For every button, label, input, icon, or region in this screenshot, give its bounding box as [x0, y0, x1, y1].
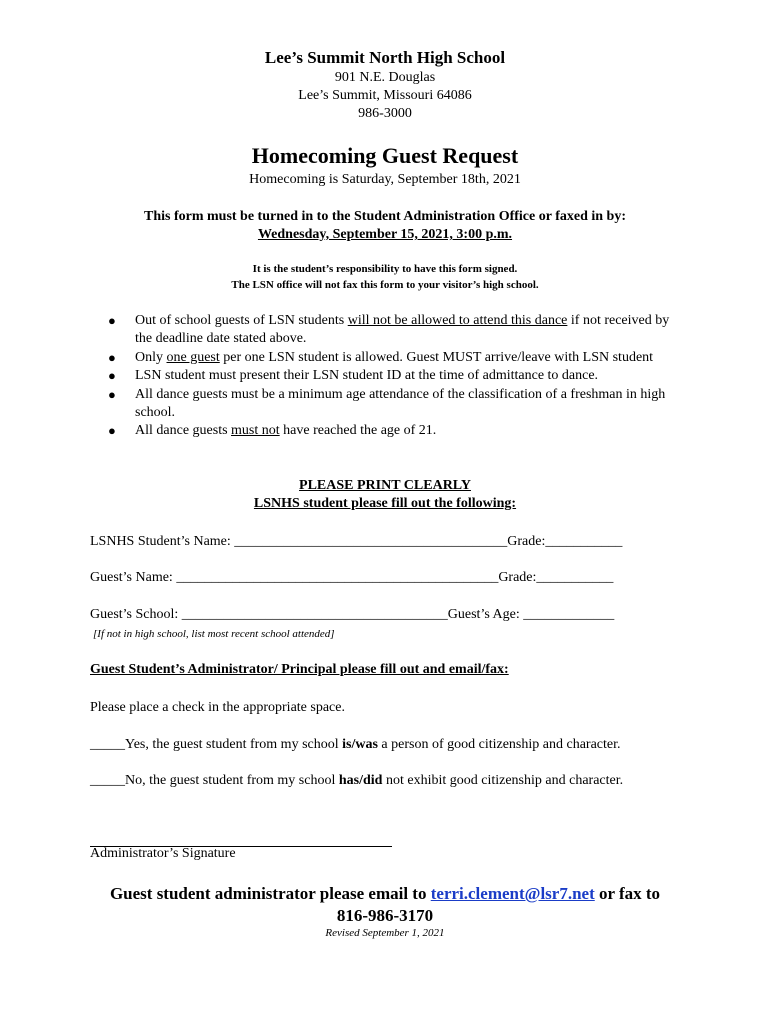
rules-list	[108, 312, 688, 441]
rule-item: ● Out of school guests of LSN students will not be allowed to attend this dance if not received by the deadline date stated above.	[108, 313, 670, 347]
bullet-icon: ●	[108, 423, 116, 439]
bullet-icon: ●	[108, 386, 116, 402]
no-checkline[interactable]: _____No, the guest student from my school has/did not exhibit good citizenship and character.	[90, 773, 624, 788]
rule-item: ● All dance guests must not have reached the age of 21.	[108, 422, 688, 440]
admin-heading: Guest Student’s Administrator/ Principal please fill out and email/fax:	[90, 662, 509, 677]
print-clearly-heading: PLEASE PRINT CLEARLY	[299, 478, 471, 493]
fax-note: The LSN office will not fax this form to your visitor’s high school.	[231, 279, 539, 291]
school-name: Lee’s Summit North High School	[264, 48, 506, 67]
school-city: Lee’s Summit, Missouri 64086	[298, 88, 472, 103]
revised-date: Revised September 1, 2021	[325, 927, 445, 939]
guest-school-hint: [If not in high school, list most recent school attended]	[93, 628, 335, 640]
rule-item: ● All dance guests must be a minimum age attendance of the classification of a freshman in high school.	[108, 386, 666, 421]
guest-name-grade-field[interactable]: Guest’s Name: ______________________________________________Grade:___________	[90, 570, 614, 585]
bullet-icon: ●	[108, 313, 116, 328]
responsibility-note: It is the student’s responsibility to have this form signed.	[252, 263, 518, 275]
deadline-instruction: This form must be turned in to the Student Administration Office or faxed in by:	[144, 209, 626, 224]
fax-number: 816-986-3170	[336, 906, 434, 925]
bullet-icon: ●	[108, 368, 116, 384]
check-instruction: Please place a check in the appropriate space.	[90, 700, 345, 715]
homecoming-date: Homecoming is Saturday, September 18th, 2021	[249, 172, 521, 187]
school-street: 901 N.E. Douglas	[334, 70, 436, 85]
bullet-icon: ●	[108, 349, 116, 365]
yes-checkline[interactable]: _____Yes, the guest student from my school is/was a person of good citizenship and character.	[90, 737, 621, 752]
email-instruction: Guest student administrator please email to terri.clement@lsr7.net or fax to	[109, 884, 661, 903]
student-name-grade-field[interactable]: LSNHS Student’s Name: _______________________________________Grade:___________	[90, 534, 623, 549]
signature-label: Administrator’s Signature	[90, 846, 236, 861]
form-title: Homecoming Guest Request	[251, 143, 519, 168]
email-link[interactable]: terri.clement@lsr7.net	[430, 884, 595, 903]
student-fill-heading: LSNHS student please fill out the following:	[253, 496, 517, 511]
deadline-date: Wednesday, September 15, 2021, 3:00 p.m.	[257, 227, 513, 242]
guest-school-age-field[interactable]: Guest’s School: ______________________________________Guest’s Age: _____________	[90, 607, 615, 622]
school-phone: 986-3000	[358, 106, 412, 121]
rule-item: ● Only one guest per one LSN student is allowed. Guest MUST arrive/leave with LSN student	[108, 349, 688, 367]
rule-item: ● LSN student must present their LSN student ID at the time of admittance to dance.	[108, 367, 688, 385]
